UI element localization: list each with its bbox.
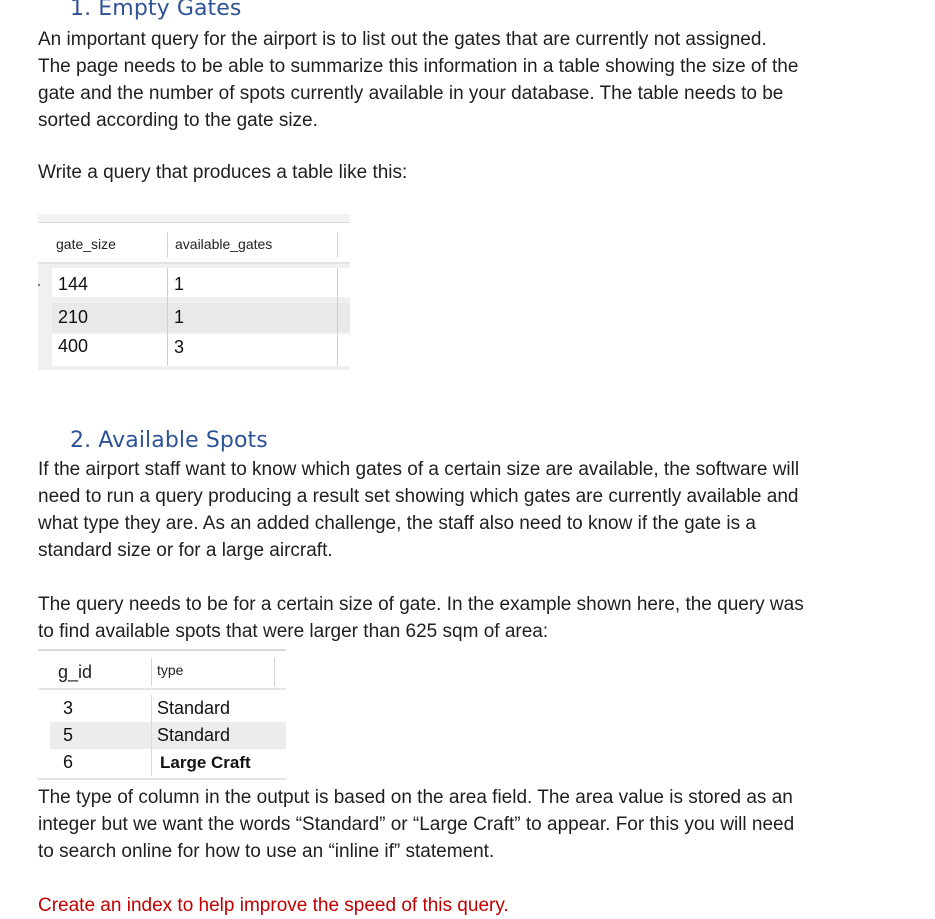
column-divider [151,695,152,776]
column-divider [337,232,338,258]
column-header-available-gates: available_gates [175,236,273,252]
table-top-bar [38,214,350,223]
table-row [52,303,350,332]
header-underline [38,688,286,690]
section-heading-empty-gates: 1. Empty Gates [70,0,242,21]
cell-available-gates: 3 [174,337,185,357]
text-line: need to run a query producing a result set showing which gates are currently available and [38,486,799,507]
table-top-bar [38,649,286,651]
text-line: If the airport staff want to know which gates of a certain size are available, the software will [38,459,800,480]
text-line: integer but we want the words “Standard” or “Large Craft” to appear. For this you will need [38,814,795,835]
text-line: The type of column in the output is based on the area field. The area value is stored as an [38,787,793,808]
column-divider [167,232,168,258]
cell-gate-size: 210 [58,307,89,327]
section1-intro [38,26,898,134]
cell-g-id: 5 [63,725,74,745]
index-task-instruction: Create an index to help improve the speed of this query. [38,895,509,916]
row-marker [38,284,40,286]
section-heading-available-spots: 2. Available Spots [70,428,268,453]
cell-available-gates: 1 [174,307,185,327]
text-line: The page needs to be able to summarize this information in a table showing the size of the [38,56,799,77]
cell-g-id: 3 [63,698,74,718]
table-bottom-line [38,778,286,780]
text-line: to search online for how to use an “inline if” statement. [38,841,495,862]
section2-intro [38,456,898,564]
cell-gate-size: 144 [58,274,89,294]
cell-type: Standard [157,698,231,718]
cell-g-id: 6 [63,752,74,772]
text-line: sorted according to the gate size. [38,110,318,131]
section1-prompt: Write a query that produces a table like this: [38,162,408,183]
text-line: to find available spots that were larger than 625 sqm of area: [38,621,549,642]
column-divider [167,268,168,366]
column-header-gate-size: gate_size [56,236,116,252]
column-header-type: type [157,662,184,678]
section2-query-description [38,591,898,645]
cell-gate-size: 400 [58,336,89,356]
cell-type: Standard [157,725,231,745]
text-line: gate and the number of spots currently available in your database. The table needs to be [38,83,784,104]
column-divider [274,658,275,686]
column-divider [337,268,338,366]
text-line: standard size or for a large aircraft. [38,540,333,561]
section2-explanation [38,784,898,865]
column-divider [151,658,152,686]
column-header-g-id: g_id [58,662,93,682]
text-line: The query needs to be for a certain size of gate. In the example shown here, the query was [38,594,804,615]
table-row [52,268,350,297]
cell-type: Large Craft [160,753,251,772]
text-line: An important query for the airport is to list out the gates that are currently not assigned. [38,29,767,50]
text-line: what type they are. As an added challenge, the staff also need to know if the gate is a [38,513,756,534]
cell-available-gates: 1 [174,274,185,294]
table-row [52,334,350,366]
